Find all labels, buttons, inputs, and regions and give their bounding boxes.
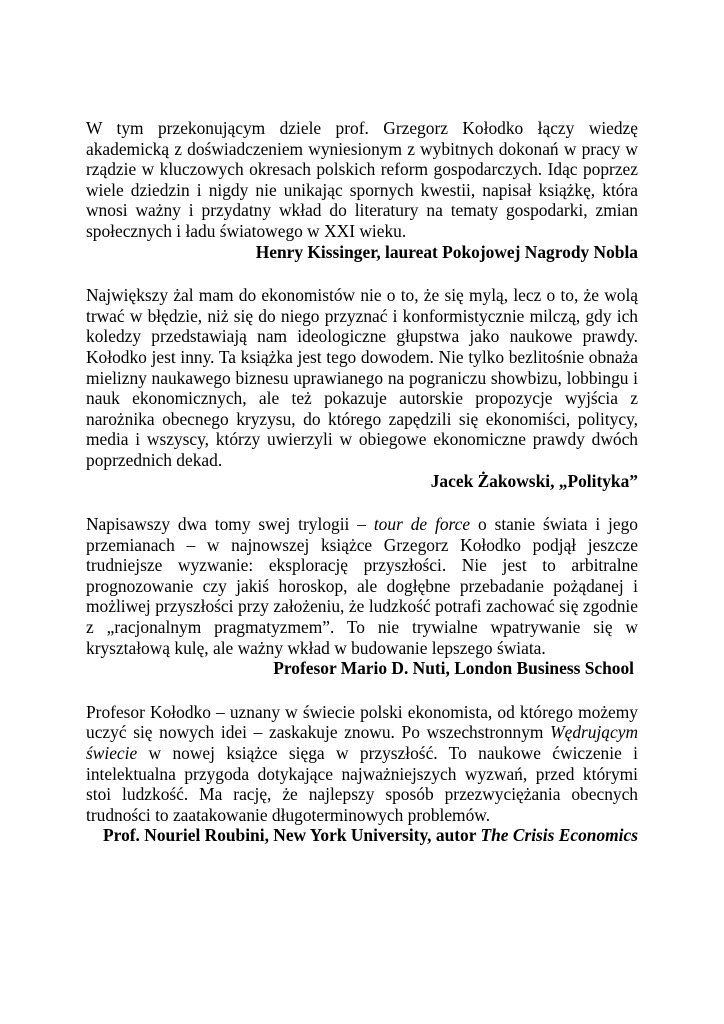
blurb-attribution-kissinger — [86, 242, 638, 263]
quote-text: W tym przekonującym dziele prof. Grzegorz Kołodko łączy wiedzę akademicką z doświadczeniem wyniesionym z wybitnych dokonań w pracy w rządzie w kluczowych okresach polskich reform gospodarczych. Idąc poprzez wiele dziedzin i nigdy nie unikając spornych kwestii, napisał książkę, która wnosi ważny i przydatny wkład do literatury na tematy gospodarki, zmian społecznych i ładu światowego w XXI wieku. — [86, 118, 638, 241]
attribution-text: Profesor Mario D. Nuti, London Business School — [273, 658, 634, 679]
quote-text: w nowej książce sięga w przyszłość. To naukowe ćwiczenie i intelektualna przygoda dotykające najważniejszych wyzwań, przed którymi stoi ludzkość. Ma rację, że najlepszy sposób przezwyciężania obecnych trudności to zaatakowanie długoterminowych problemów. — [86, 743, 638, 825]
quote-text: Profesor Kołodko – uznany w świecie polski ekonomista, od którego możemy uczyć się nowych idei – zaskakuje znowu. Po wszechstronnym — [86, 701, 638, 743]
blurb-quote-nuti — [86, 514, 638, 658]
blurb-quote-roubini — [86, 702, 638, 826]
blurb-attribution-zakowski — [86, 471, 638, 492]
blurb-page — [86, 118, 638, 846]
attribution-text: Jacek Żakowski, „Polityka” — [430, 470, 638, 491]
blurb-quote-kissinger — [86, 118, 638, 242]
quote-italic-text: Wędrującym świecie — [86, 722, 638, 764]
blurb-quote-zakowski — [86, 285, 638, 470]
attribution-text: Prof. Nouriel Roubini, New York University, autor — [103, 825, 481, 846]
quote-text: o stanie świata i jego przemianach – w najnowszej książce Grzegorz Kołodko podjął jeszcze trudniejsze wyzwanie: eksplorację przyszłości. Nie jest to arbitralne prognozowanie czy jakiś horoskop, ale dogłębne przebadanie pożądanej i możliwej przyszłości przy założeniu, że ludzkość potrafi zachować się zgodnie z „racjonalnym pragmatyzmem”. To nie trywialne wpatrywanie się w kryształową kulę, ale ważny wkład w budowanie lepszego świata. — [86, 514, 638, 658]
attribution-text: Henry Kissinger, laureat Pokojowej Nagrody Nobla — [255, 241, 638, 262]
quote-italic-text: tour de force — [373, 514, 471, 535]
blurb-attribution-nuti — [86, 658, 638, 679]
quote-text: Napisawszy dwa tomy swej trylogii – — [86, 514, 374, 535]
quote-text: Największy żal mam do ekonomistów nie o to, że się mylą, lecz o to, że wolą trwać w błędzie, niż się do niego przyznać i konformistycznie milczą, gdy ich koledzy przedstawiają nam ideologiczne głupstwa jako naukowe prawdy. Kołodko jest inny. Ta książka jest tego dowodem. Nie tylko bezlitośnie obnaża mielizny naukawego biznesu uprawianego na pograniczu showbizu, lobbingu i nauk ekonomicznych, ale też pokazuje autorskie propozycje wyjścia z narożnika obecnego kryzysu, do którego zapędzili się ekonomiści, politycy, media i wszyscy, którzy uwierzyli w obiegowe ekonomiczne prawdy dwóch poprzednich dekad. — [86, 285, 638, 470]
blurb-attribution-roubini — [86, 825, 638, 846]
attribution-italic-text: The Crisis Economics — [480, 825, 638, 846]
